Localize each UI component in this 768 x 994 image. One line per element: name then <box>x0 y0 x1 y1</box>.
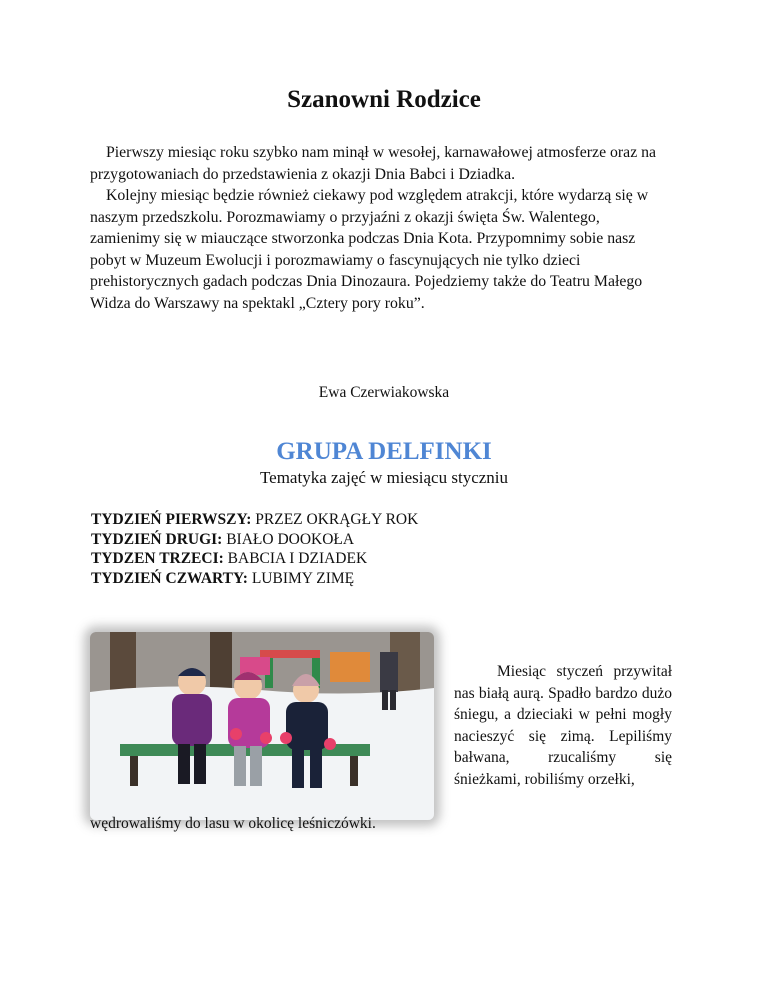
story-paragraph: Miesiąc styczeń przywitał nas białą aurą. Spadło bardzo dużo śniegu, a dzieciaki w pełni mogły nacieszyć się zimą. Lepiliśmy bałwana, rzucaliśmy się śnieżkami, robiliśmy orzełki, <box>454 663 672 788</box>
week-topic: BABCIA I DZIADEK <box>227 550 368 567</box>
week-label: TYDZIEŃ DRUGI: <box>91 530 223 548</box>
week-row <box>91 530 651 550</box>
week-label: TYDZIEŃ CZWARTY: <box>91 569 248 587</box>
signature: Ewa Czerwiakowska <box>318 384 450 401</box>
week-topic: BIAŁO DOOKOŁA <box>226 530 355 548</box>
story-side-text <box>454 661 672 790</box>
intro-paragraph-1: Pierwszy miesiąc roku szybko nam minął w wesołej, karnawałowej atmosferze oraz na przygotowaniach do przedstawienia z okazji Dnia Babci i Dziadka. <box>90 144 657 183</box>
week-label: TYDZEN TRZECI: <box>91 550 224 567</box>
group-title: GRUPA DELFINKI <box>276 438 492 465</box>
week-topic: LUBIMY ZIMĘ <box>251 569 355 587</box>
children-winter-photo <box>90 632 434 820</box>
photo-illustration <box>90 632 434 820</box>
intro-paragraph-2: Kolejny miesiąc będzie również ciekawy pod względem atrakcji, które wydarzą się w naszym przedszkolu. Porozmawiamy o przyjaźni z okazji święta Św. Walentego, zamienimy się w miauczące stworzonka podczas Dnia Kota. Przypomnimy sobie nasz pobyt w Muzeum Ewolucji i porozmawiamy o fascynujących nie tylko dzieci prehistorycznych gadach podczas Dnia Dinozaura. Pojedziemy także do Teatru Małego Widza do Warszawy na spektakl „Cztery pory roku”. <box>90 187 649 312</box>
week-topic: PRZEZ OKRĄGŁY ROK <box>255 511 419 528</box>
week-row <box>91 549 651 569</box>
week-row <box>91 569 651 589</box>
week-row <box>91 510 651 530</box>
week-label: TYDZIEŃ PIERWSZY: <box>91 511 252 528</box>
page-title: Szanowni Rodzice <box>287 86 481 113</box>
story-tail-text: wędrowaliśmy do lasu w okolicę leśniczówki. <box>90 815 376 832</box>
intro-text <box>90 142 660 314</box>
weekly-topics-list <box>91 510 651 588</box>
group-subtitle: Tematyka zajęć w miesiącu styczniu <box>259 468 509 487</box>
